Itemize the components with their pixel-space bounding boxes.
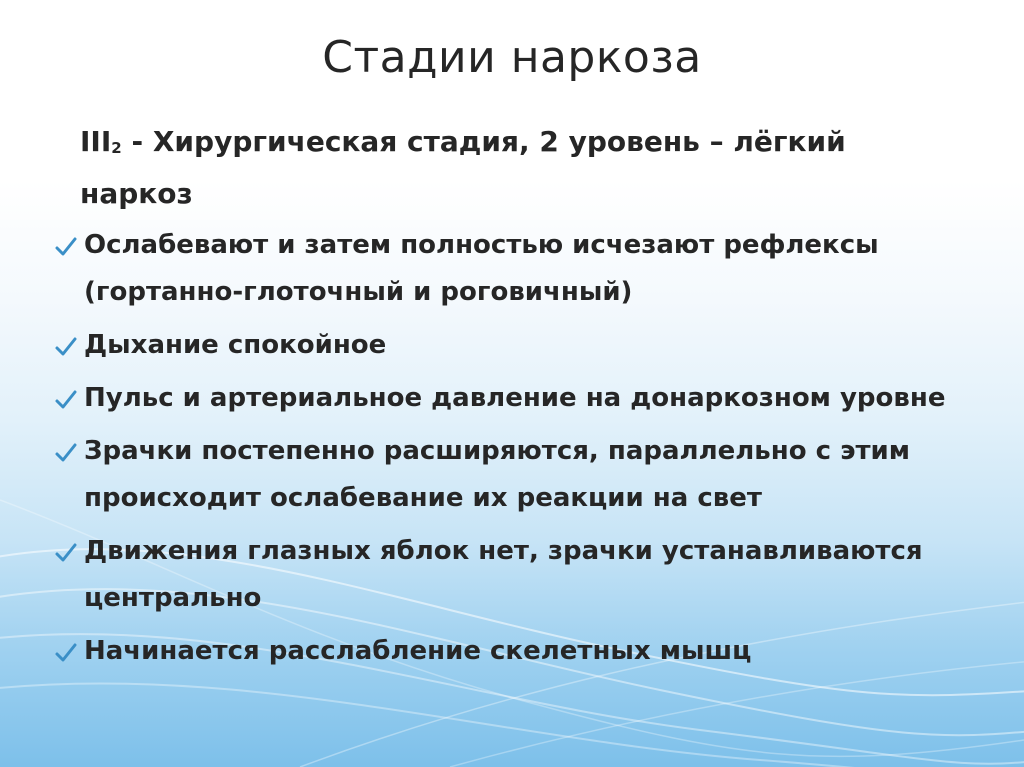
bullet-text: Зрачки постепенно расширяются, параллельно с этим происходит ослабевание их реакции на свет [84,436,911,513]
bullet-list [54,222,964,681]
checkmark-icon [54,236,78,258]
slide-subtitle [80,118,940,218]
checkmark-icon [54,642,78,664]
bullet-text: Дыхание спокойное [84,330,387,360]
bullet-item [54,322,964,369]
checkmark-icon [54,442,78,464]
bullet-item [54,428,964,522]
subtitle-text: - Хирургическая стадия, 2 уровень – лёгкий наркоз [80,125,846,210]
checkmark-icon [54,336,78,358]
bullet-item [54,222,964,316]
slide-title: Стадии наркоза [322,32,702,83]
stage-number: III [80,125,112,158]
bullet-text: Начинается расслабление скелетных мышц [84,636,752,666]
checkmark-icon [54,389,78,411]
bullet-text: Пульс и артериальное давление на донаркозном уровне [84,383,946,413]
bullet-item [54,628,964,675]
bullet-text: Движения глазных яблок нет, зрачки устанавливаются центрально [84,536,923,613]
bullet-item [54,528,964,622]
wave-line [0,683,1024,767]
stage-index: 2 [111,139,122,157]
bullet-text: Ослабевают и затем полностью исчезают рефлексы (гортанно-глоточный и роговичный) [84,230,879,307]
checkmark-icon [54,542,78,564]
bullet-item [54,375,964,422]
